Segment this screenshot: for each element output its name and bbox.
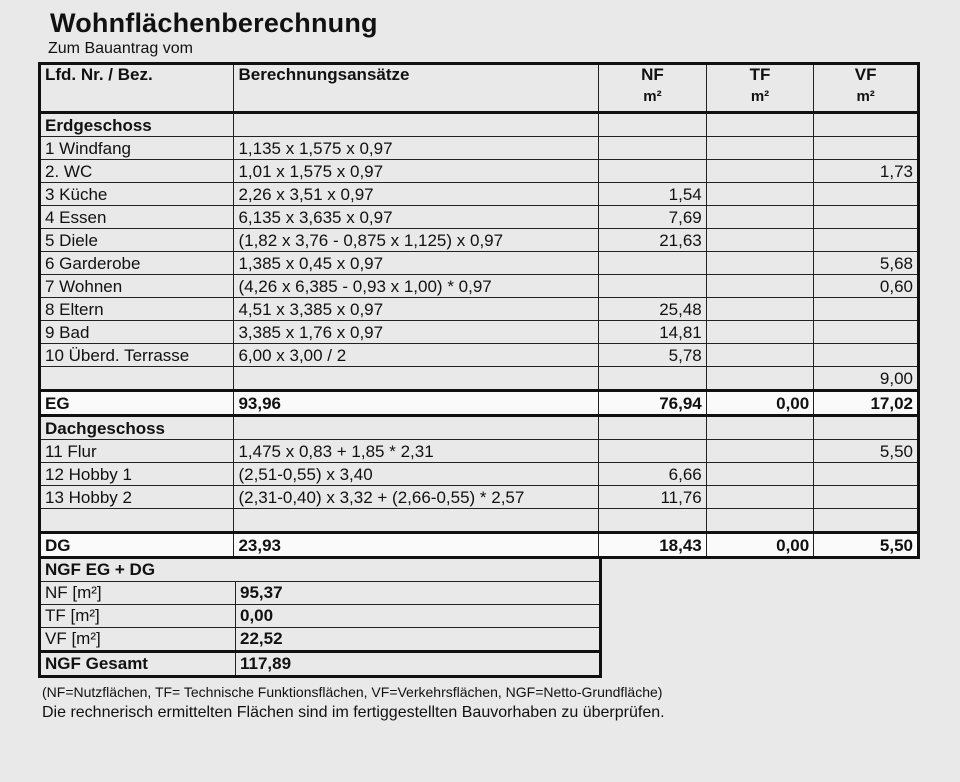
tf-value [706, 367, 813, 391]
section-row-eg [40, 113, 919, 137]
document-title: Wohnflächenberechnung [50, 8, 378, 38]
nf-value [599, 275, 707, 298]
vf-value [814, 206, 919, 229]
header-vf-label: VF [854, 65, 877, 84]
room-name: 8 Eltern [40, 298, 234, 321]
table-row [40, 206, 919, 229]
nf-value: 21,63 [599, 229, 707, 252]
summary-label: VF [m²] [40, 628, 236, 652]
table-row [40, 298, 919, 321]
room-name: 3 Küche [40, 183, 234, 206]
total-sum: 23,93 [234, 533, 599, 558]
header-nf-label: NF [641, 65, 664, 84]
nf-value: 6,66 [599, 463, 707, 486]
nf-value: 25,48 [599, 298, 707, 321]
table-row [40, 367, 919, 391]
calculation: 1,475 x 0,83 + 1,85 * 2,31 [234, 440, 599, 463]
tf-value [706, 252, 813, 275]
section-cell [234, 416, 599, 440]
header-vf [814, 64, 919, 113]
header-tf-unit: m² [750, 88, 770, 105]
tf-value [706, 229, 813, 252]
section-row-dg [40, 416, 919, 440]
vf-value [814, 229, 919, 252]
summary-total-row [40, 652, 601, 677]
section-cell [706, 416, 813, 440]
calculation: 3,385 x 1,76 x 0,97 [234, 321, 599, 344]
header-vf-unit: m² [856, 88, 875, 105]
room-name: 7 Wohnen [40, 275, 234, 298]
calculation: 1,135 x 1,575 x 0,97 [234, 137, 599, 160]
header-nf-unit: m² [643, 88, 662, 105]
vf-value [814, 321, 919, 344]
calculation: (1,82 x 3,76 - 0,875 x 1,125) x 0,97 [234, 229, 599, 252]
nf-value [599, 137, 707, 160]
room-name: 13 Hobby 2 [40, 486, 234, 509]
table-row [40, 463, 919, 486]
vf-value [814, 344, 919, 367]
vf-value [814, 298, 919, 321]
total-label: DG [40, 533, 234, 558]
calculation: 4,51 x 3,385 x 0,97 [234, 298, 599, 321]
calculation [234, 367, 599, 391]
room-name: 6 Garderobe [40, 252, 234, 275]
header-tf-label: TF [749, 65, 771, 84]
table-row [40, 137, 919, 160]
summary-value: 95,37 [236, 582, 601, 605]
room-name: 4 Essen [40, 206, 234, 229]
tf-value [706, 509, 813, 533]
nf-value: 7,69 [599, 206, 707, 229]
room-name: 10 Überd. Terrasse [40, 344, 234, 367]
section-cell [599, 416, 707, 440]
vf-value: 5,50 [814, 440, 919, 463]
vf-value [814, 183, 919, 206]
section-cell [234, 113, 599, 137]
vf-value [814, 463, 919, 486]
section-cell [814, 113, 919, 137]
vf-value [814, 509, 919, 533]
area-calculation-table [38, 62, 920, 559]
table-row [40, 486, 919, 509]
table-row [40, 252, 919, 275]
calculation: 2,26 x 3,51 x 0,97 [234, 183, 599, 206]
summary-label: NF [m²] [40, 582, 236, 605]
summary-row [40, 605, 601, 628]
room-name: 12 Hobby 1 [40, 463, 234, 486]
table-row [40, 229, 919, 252]
tf-value [706, 183, 813, 206]
summary-total-label: NGF Gesamt [40, 652, 236, 677]
room-name: 9 Bad [40, 321, 234, 344]
vf-value: 1,73 [814, 160, 919, 183]
header-calculation: Berechnungsansätze [234, 64, 599, 113]
room-name [40, 367, 234, 391]
tf-value [706, 160, 813, 183]
calculation: 1,01 x 1,575 x 0,97 [234, 160, 599, 183]
table-row [40, 509, 919, 533]
tf-value [706, 344, 813, 367]
header-designation: Lfd. Nr. / Bez. [40, 64, 234, 113]
calculation: (4,26 x 6,385 - 0,93 x 1,00) * 0,97 [234, 275, 599, 298]
summary-row [40, 628, 601, 652]
vf-value: 0,60 [814, 275, 919, 298]
nf-value [599, 440, 707, 463]
summary-row [40, 582, 601, 605]
summary-head: NGF EG + DG [40, 558, 601, 582]
nf-value [599, 160, 707, 183]
calculation: (2,31-0,40) x 3,32 + (2,66-0,55) * 2,57 [234, 486, 599, 509]
total-vf: 17,02 [814, 391, 919, 416]
summary-table [38, 556, 602, 678]
header-tf [706, 64, 813, 113]
summary-value: 0,00 [236, 605, 601, 628]
table-row [40, 440, 919, 463]
vf-value [814, 486, 919, 509]
vf-value [814, 137, 919, 160]
nf-value: 1,54 [599, 183, 707, 206]
room-name: 1 Windfang [40, 137, 234, 160]
calculation: 1,385 x 0,45 x 0,97 [234, 252, 599, 275]
table-row [40, 275, 919, 298]
total-nf: 18,43 [599, 533, 707, 558]
total-tf: 0,00 [706, 391, 813, 416]
tf-value [706, 206, 813, 229]
room-name: 5 Diele [40, 229, 234, 252]
calculation: 6,135 x 3,635 x 0,97 [234, 206, 599, 229]
tf-value [706, 440, 813, 463]
total-row-eg [40, 391, 919, 416]
total-nf: 76,94 [599, 391, 707, 416]
legend-text: (NF=Nutzflächen, TF= Technische Funktionsflächen, VF=Verkehrsflächen, NGF=Netto-Grundfläche) [42, 684, 663, 700]
header-nf [599, 64, 707, 113]
total-tf: 0,00 [706, 533, 813, 558]
table-row [40, 183, 919, 206]
table-row [40, 321, 919, 344]
nf-value: 14,81 [599, 321, 707, 344]
tf-value [706, 463, 813, 486]
summary-value: 22,52 [236, 628, 601, 652]
calculation [234, 509, 599, 533]
summary-label: TF [m²] [40, 605, 236, 628]
room-name [40, 509, 234, 533]
calculation: (2,51-0,55) x 3,40 [234, 463, 599, 486]
total-label: EG [40, 391, 234, 416]
tf-value [706, 486, 813, 509]
document-subtitle: Zum Bauantrag vom [48, 40, 193, 57]
vf-value: 9,00 [814, 367, 919, 391]
tf-value [706, 321, 813, 344]
room-name: 11 Flur [40, 440, 234, 463]
table-row [40, 160, 919, 183]
section-cell [706, 113, 813, 137]
total-row-dg [40, 533, 919, 558]
table-row [40, 344, 919, 367]
tf-value [706, 275, 813, 298]
total-sum: 93,96 [234, 391, 599, 416]
nf-value [599, 367, 707, 391]
nf-value: 11,76 [599, 486, 707, 509]
nf-value [599, 509, 707, 533]
summary-total-value: 117,89 [236, 652, 601, 677]
nf-value [599, 252, 707, 275]
vf-value: 5,68 [814, 252, 919, 275]
section-title-dg: Dachgeschoss [40, 416, 234, 440]
table-header-row [40, 64, 919, 113]
section-cell [599, 113, 707, 137]
section-title-eg: Erdgeschoss [40, 113, 234, 137]
tf-value [706, 298, 813, 321]
note-text: Die rechnerisch ermittelten Flächen sind im fertiggestellten Bauvorhaben zu überprüfen. [42, 704, 665, 721]
nf-value: 5,78 [599, 344, 707, 367]
tf-value [706, 137, 813, 160]
summary-head-row [40, 558, 601, 582]
room-name: 2. WC [40, 160, 234, 183]
section-cell [814, 416, 919, 440]
calculation: 6,00 x 3,00 / 2 [234, 344, 599, 367]
total-vf: 5,50 [814, 533, 919, 558]
